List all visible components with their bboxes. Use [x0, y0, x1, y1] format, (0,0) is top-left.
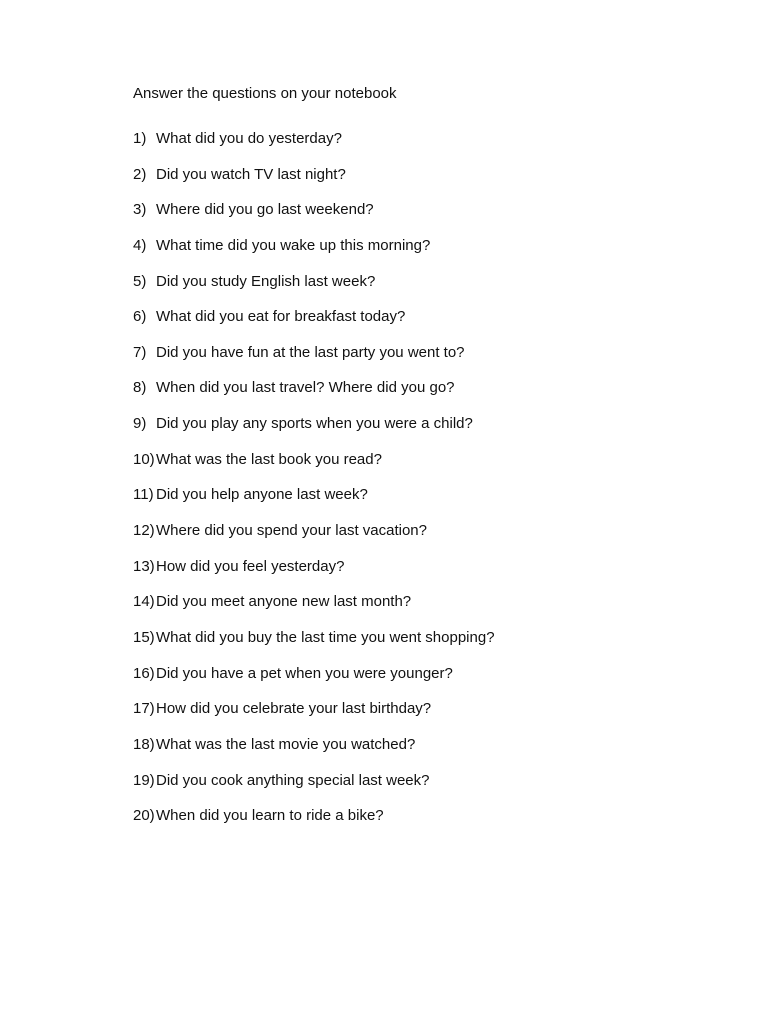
question-number: 16) — [133, 664, 155, 682]
question-number: 13) — [133, 557, 155, 575]
question-text: Did you play any sports when you were a child? — [156, 415, 473, 433]
question-item — [133, 522, 495, 558]
question-number: 11) — [133, 486, 154, 504]
question-item — [133, 772, 495, 808]
question-item — [133, 201, 495, 237]
question-number: 18) — [133, 735, 155, 753]
question-item — [133, 344, 495, 380]
question-text: What time did you wake up this morning? — [156, 236, 431, 254]
question-number: 8) — [133, 379, 147, 397]
question-item — [133, 273, 495, 309]
question-text: What was the last movie you watched? — [156, 735, 416, 753]
question-text: What did you eat for breakfast today? — [156, 308, 406, 326]
question-number: 12) — [133, 522, 155, 540]
question-number: 4) — [133, 236, 147, 254]
question-number: 3) — [133, 201, 147, 219]
question-item — [133, 629, 495, 665]
instruction-text: Answer the questions on your notebook — [133, 85, 397, 102]
question-number: 5) — [133, 272, 147, 290]
question-number: 2) — [133, 165, 147, 183]
question-text: What did you do yesterday? — [156, 130, 342, 147]
question-item — [133, 700, 495, 736]
question-item — [133, 130, 495, 166]
question-text: Did you have a pet when you were younger? — [156, 664, 453, 682]
question-text: Did you cook anything special last week? — [156, 771, 430, 789]
question-number: 15) — [133, 628, 155, 646]
question-text: Where did you spend your last vacation? — [156, 522, 427, 540]
question-number: 10) — [133, 450, 155, 468]
question-text: Did you study English last week? — [156, 272, 376, 290]
question-item — [133, 807, 495, 843]
question-number: 19) — [133, 771, 155, 789]
question-item — [133, 379, 495, 415]
question-item — [133, 665, 495, 701]
question-text: Did you watch TV last night? — [156, 165, 346, 183]
question-text: When did you learn to ride a bike? — [156, 807, 384, 825]
question-item — [133, 451, 495, 487]
question-text: How did you feel yesterday? — [156, 557, 345, 575]
question-text: When did you last travel? Where did you go? — [156, 379, 455, 397]
question-number: 6) — [133, 308, 147, 326]
question-item — [133, 486, 495, 522]
question-text: Where did you go last weekend? — [156, 201, 374, 219]
question-text: What did you buy the last time you went shopping? — [156, 628, 495, 646]
question-item — [133, 308, 495, 344]
question-text: Did you have fun at the last party you went to? — [156, 343, 465, 361]
question-number: 9) — [133, 415, 147, 433]
question-item — [133, 415, 495, 451]
question-text: How did you celebrate your last birthday? — [156, 700, 432, 718]
question-number: 17) — [133, 700, 155, 718]
question-item — [133, 237, 495, 273]
question-list — [133, 130, 495, 843]
question-number: 1) — [133, 130, 147, 147]
question-item — [133, 558, 495, 594]
question-text: What was the last book you read? — [156, 450, 382, 468]
question-text: Did you meet anyone new last month? — [156, 593, 412, 611]
question-number: 14) — [133, 593, 155, 611]
question-text: Did you help anyone last week? — [156, 486, 368, 504]
question-number: 7) — [133, 343, 147, 361]
question-item — [133, 593, 495, 629]
question-item — [133, 166, 495, 202]
question-number: 20) — [133, 807, 155, 825]
question-item — [133, 736, 495, 772]
